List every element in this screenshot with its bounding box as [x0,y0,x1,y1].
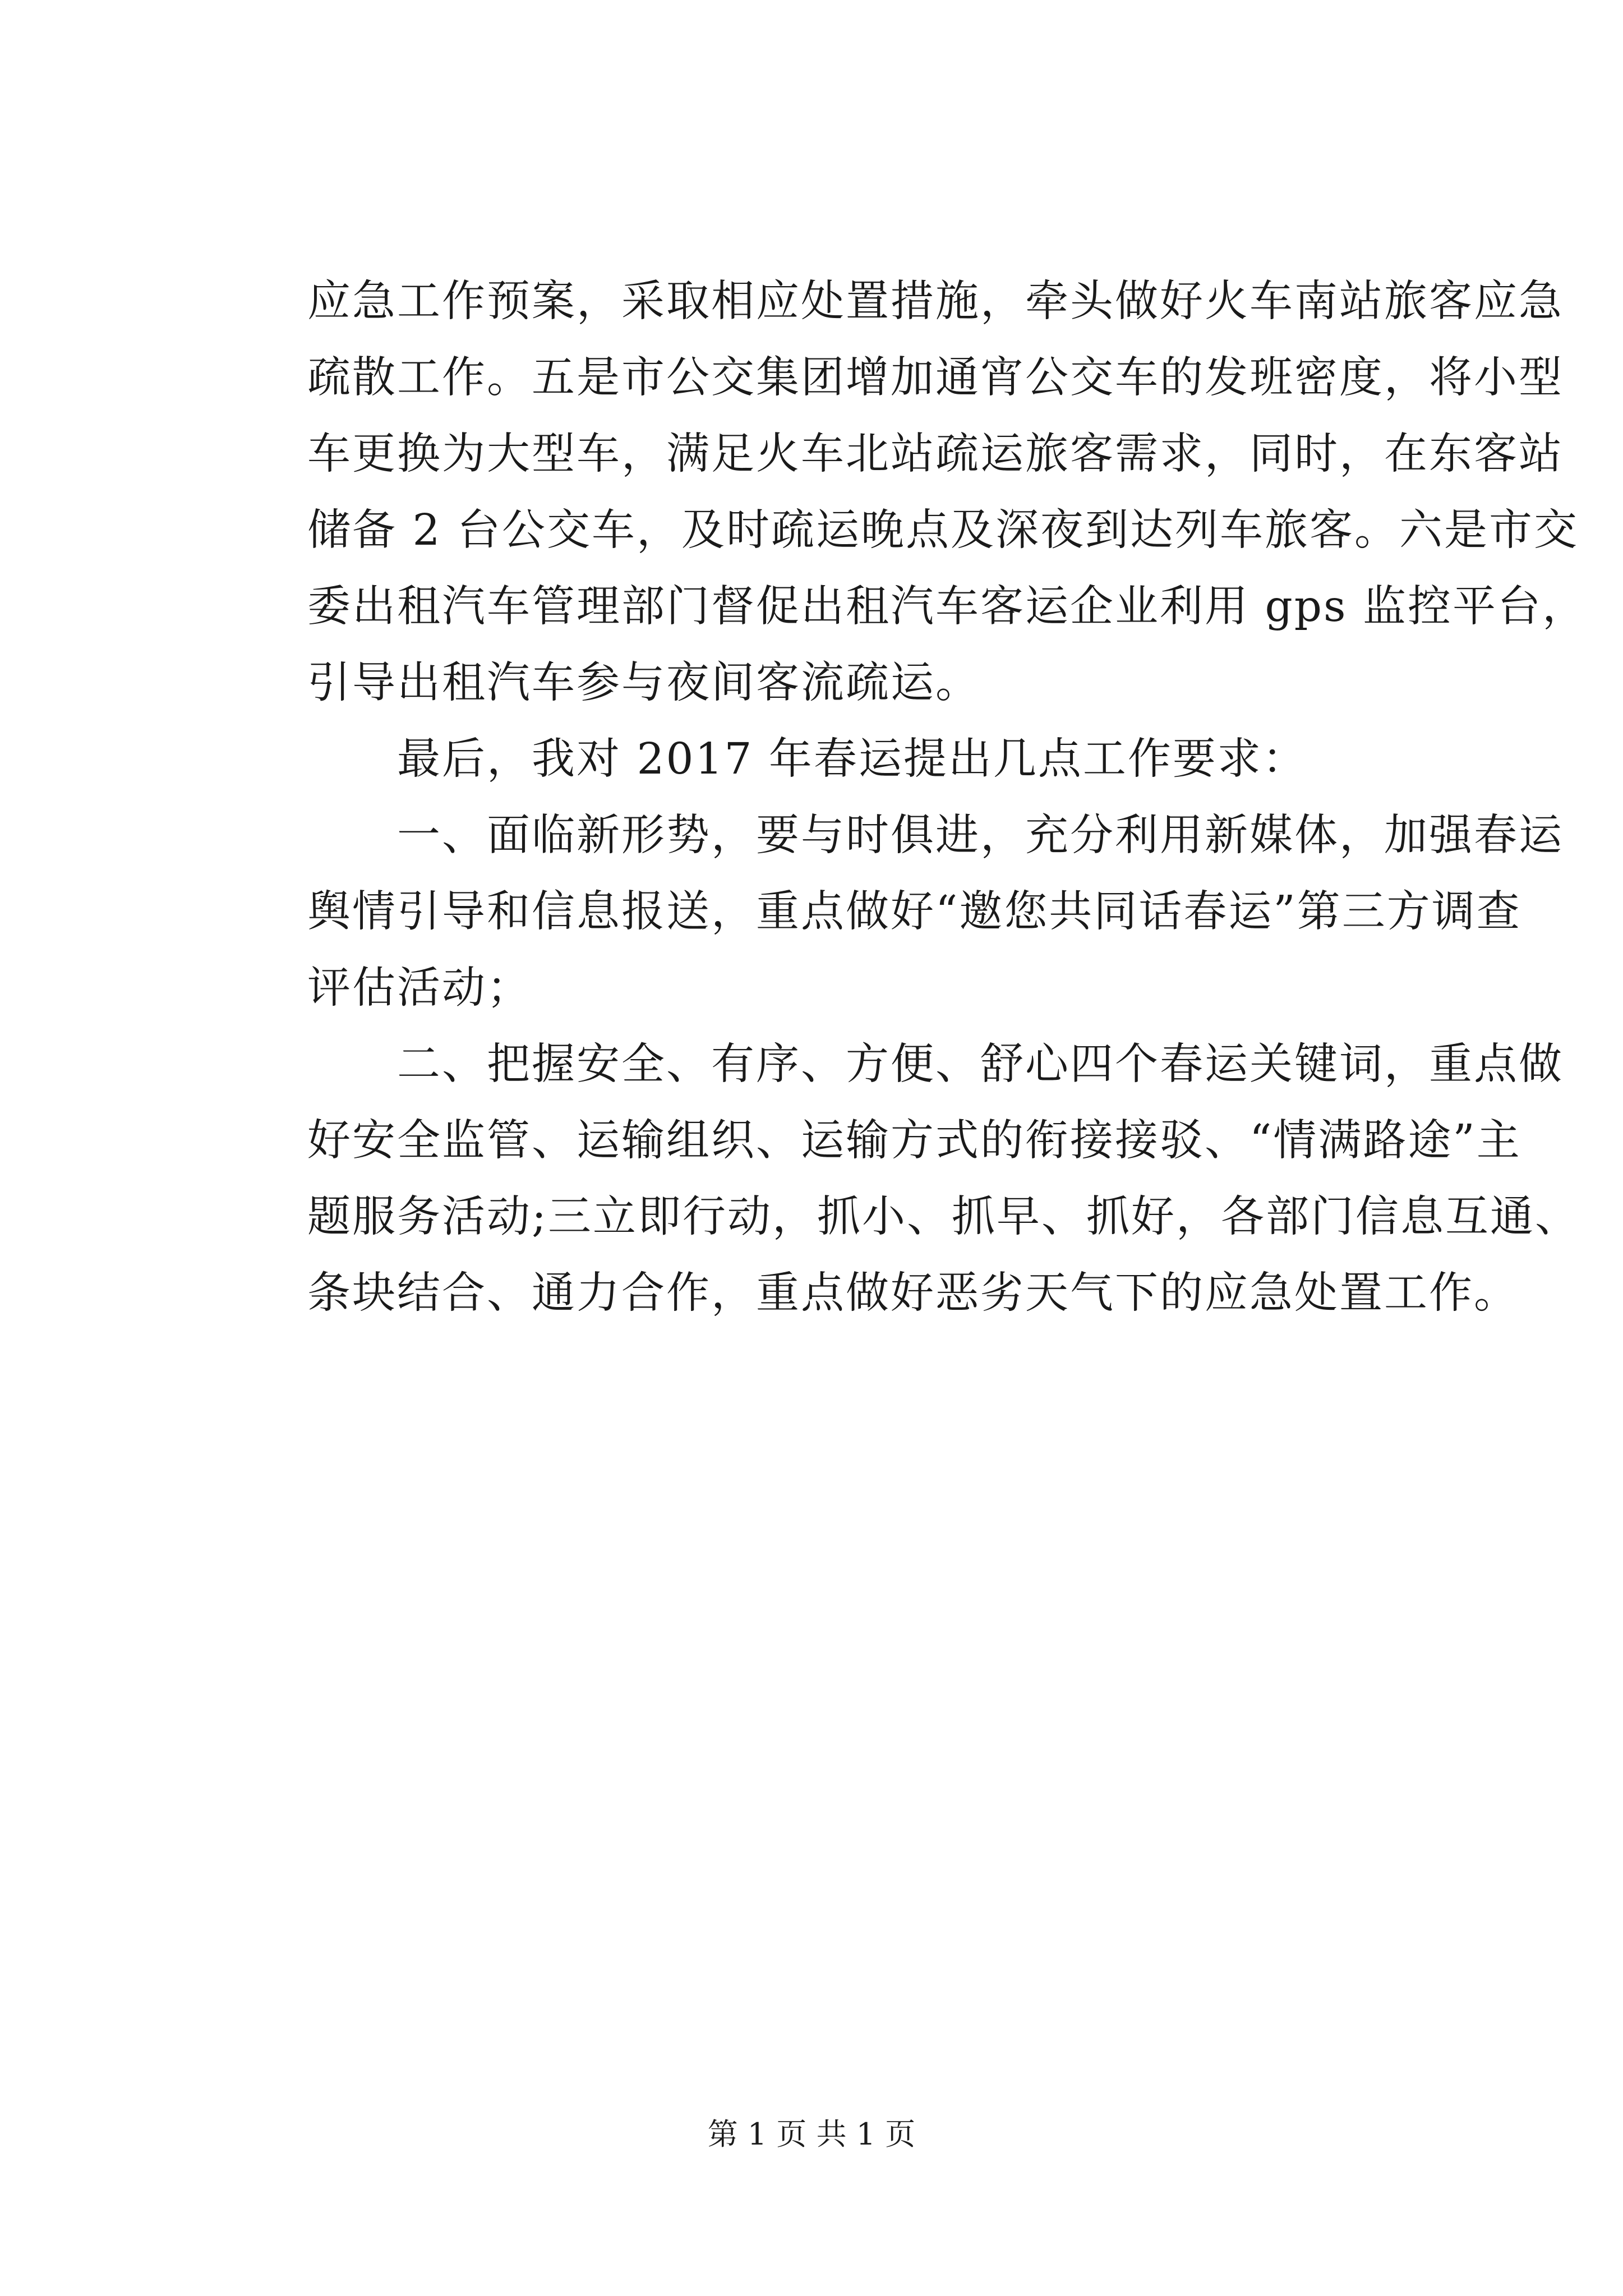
text-line: 储备 2 台公交车，及时疏运晚点及深夜到达列车旅客。六是市交 [307,505,1579,555]
text-line: 引导出租汽车参与夜间客流疏运。 [307,658,980,708]
text-line: 评估活动； [307,963,532,1013]
text-line: 车更换为大型车，满足火车北站疏运旅客需求，同时，在东客站 [307,429,1564,479]
document-body [307,264,1588,1332]
text-line: 条块结合、通力合作，重点做好恶劣天气下的应急处置工作。 [307,1268,1519,1318]
text-line: 好安全监管、运输组织、运输方式的衔接接驳、“情满路途”主 [307,1116,1521,1166]
text-line: 委出租汽车管理部门督促出租汽车客运企业利用 gps 监控平台， [307,582,1588,632]
text-line: 一、面临新形势，要与时俱进，充分利用新媒体，加强春运 [307,811,1564,861]
text-line: 舆情引导和信息报送，重点做好“邀您共同话春运”第三方调查 [307,887,1521,937]
text-line: 题服务活动;三立即行动，抓小、抓早、抓好，各部门信息互通、 [307,1192,1580,1242]
text-line: 应急工作预案，采取相应处置措施，牵头做好火车南站旅客应急 [307,277,1564,326]
text-line: 最后，我对 2017 年春运提出几点工作要求： [307,734,1307,784]
text-line: 疏散工作。五是市公交集团增加通宵公交车的发班密度，将小型 [307,353,1564,403]
page-footer: 第 1 页 共 1 页 [707,2116,916,2152]
text-line: 二、把握安全、有序、方便、舒心四个春运关键词，重点做 [307,1039,1564,1089]
